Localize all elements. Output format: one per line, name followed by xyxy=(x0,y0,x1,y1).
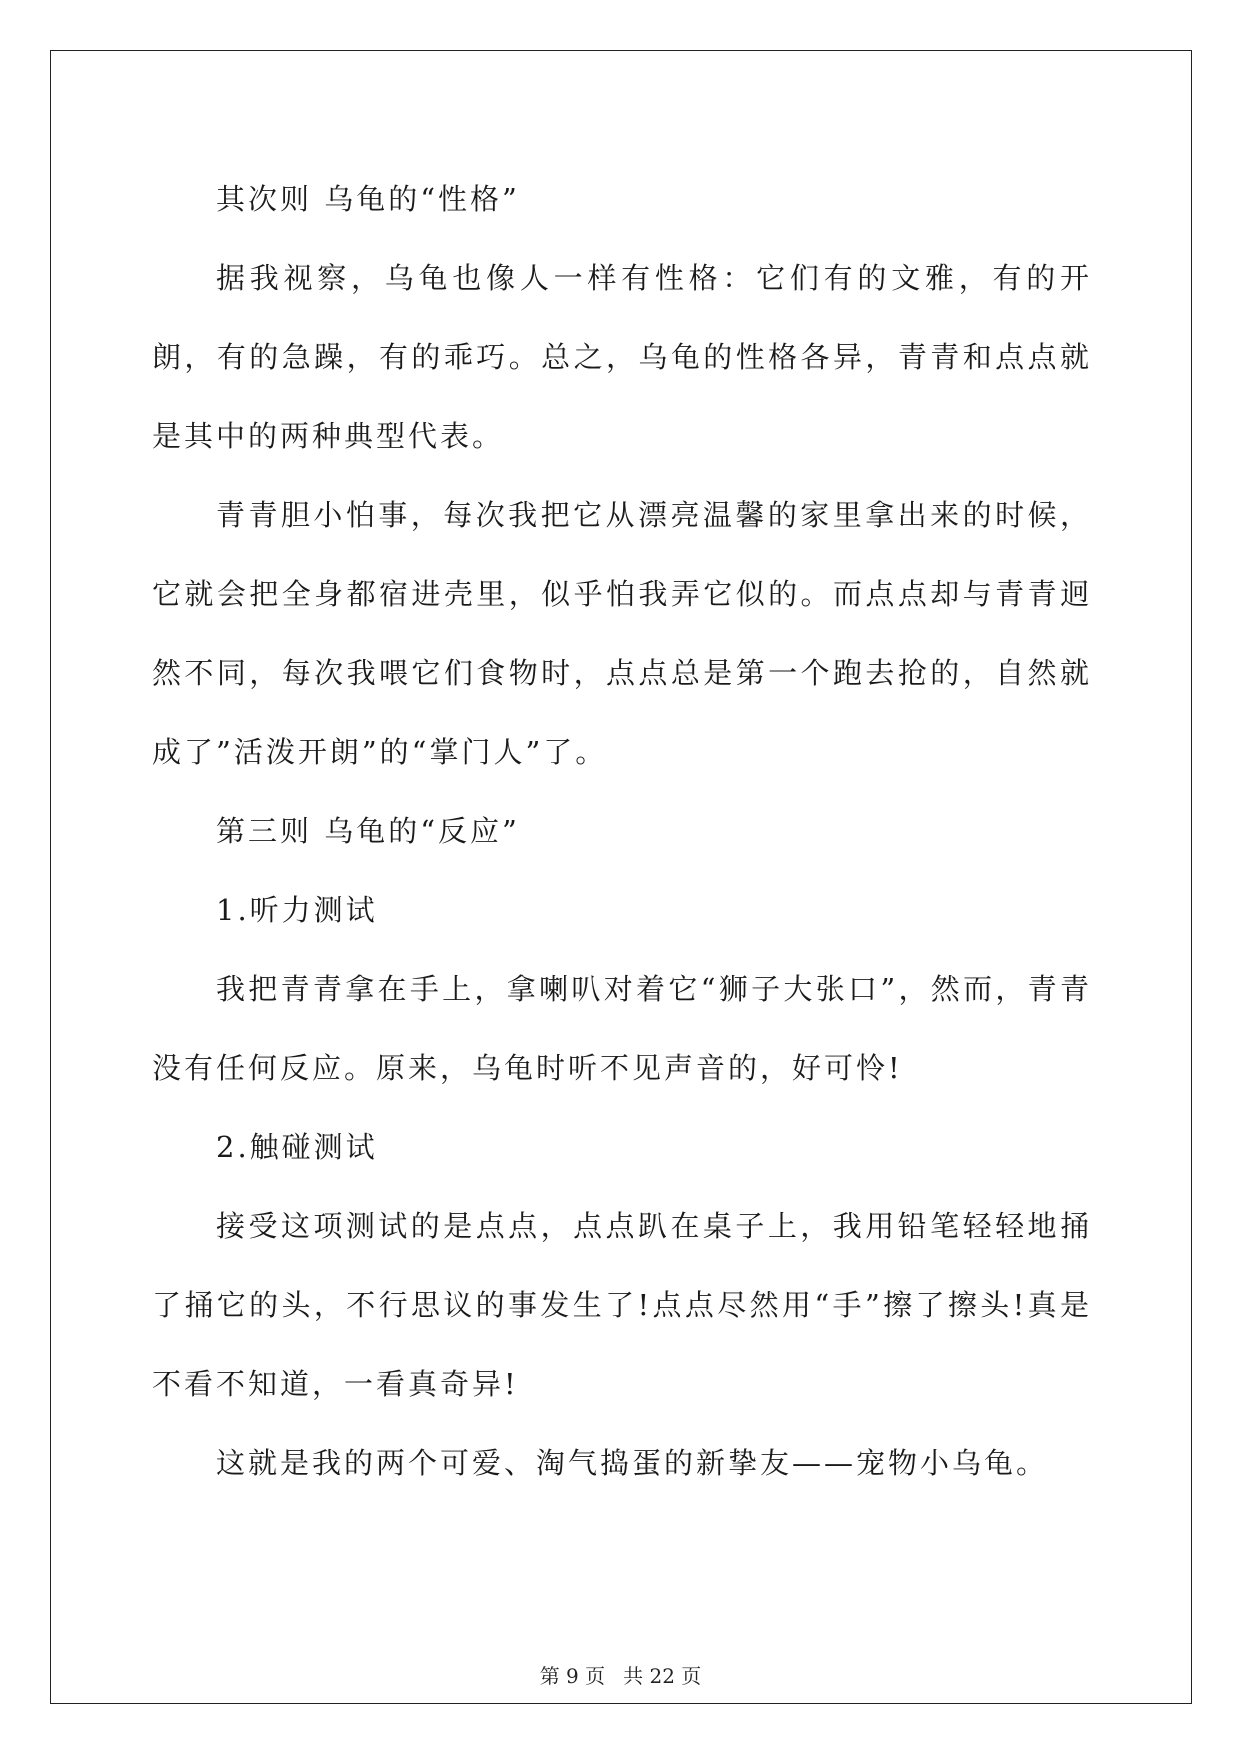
page-total: 共 22 页 xyxy=(623,1664,702,1688)
paragraph: 据我视察，乌龟也像人一样有性格：它们有的文雅，有的开朗，有的急躁，有的乖巧。总之，乌龟的性格各异，青青和点点就是其中的两种典型代表。 xyxy=(152,261,1092,453)
subheading-hearing-test: 1.听力测试 xyxy=(216,893,378,927)
page-number: 第 9 页 xyxy=(539,1664,606,1688)
paragraph: 青青胆小怕事，每次我把它从漂亮温馨的家里拿出来的时候，它就会把全身都宿进壳里，似乎怕我弄它似的。而点点却与青青迥然不同，每次我喂它们食物时，点点总是第一个跑去抢的，自然就成了”活泼开朗”的“掌门人”了。 xyxy=(152,498,1092,769)
page-footer xyxy=(0,1660,1241,1689)
section-heading-3: 第三则 乌龟的“反应” xyxy=(216,814,520,848)
paragraph: 接受这项测试的是点点，点点趴在桌子上，我用铅笔轻轻地捅了捅它的头，不行思议的事发生了!点点尽然用“手”擦了擦头!真是不看不知道，一看真奇异! xyxy=(152,1209,1092,1401)
paragraph: 这就是我的两个可爱、淘气捣蛋的新挚友——宠物小乌龟。 xyxy=(216,1446,1049,1480)
subheading-touch-test: 2.触碰测试 xyxy=(216,1130,378,1164)
paragraph: 我把青青拿在手上，拿喇叭对着它“狮子大张口”，然而，青青没有任何反应。原来，乌龟时听不见声音的，好可怜! xyxy=(152,972,1092,1085)
section-heading-2: 其次则 乌龟的“性格” xyxy=(216,182,520,216)
document-body xyxy=(152,160,1092,1503)
